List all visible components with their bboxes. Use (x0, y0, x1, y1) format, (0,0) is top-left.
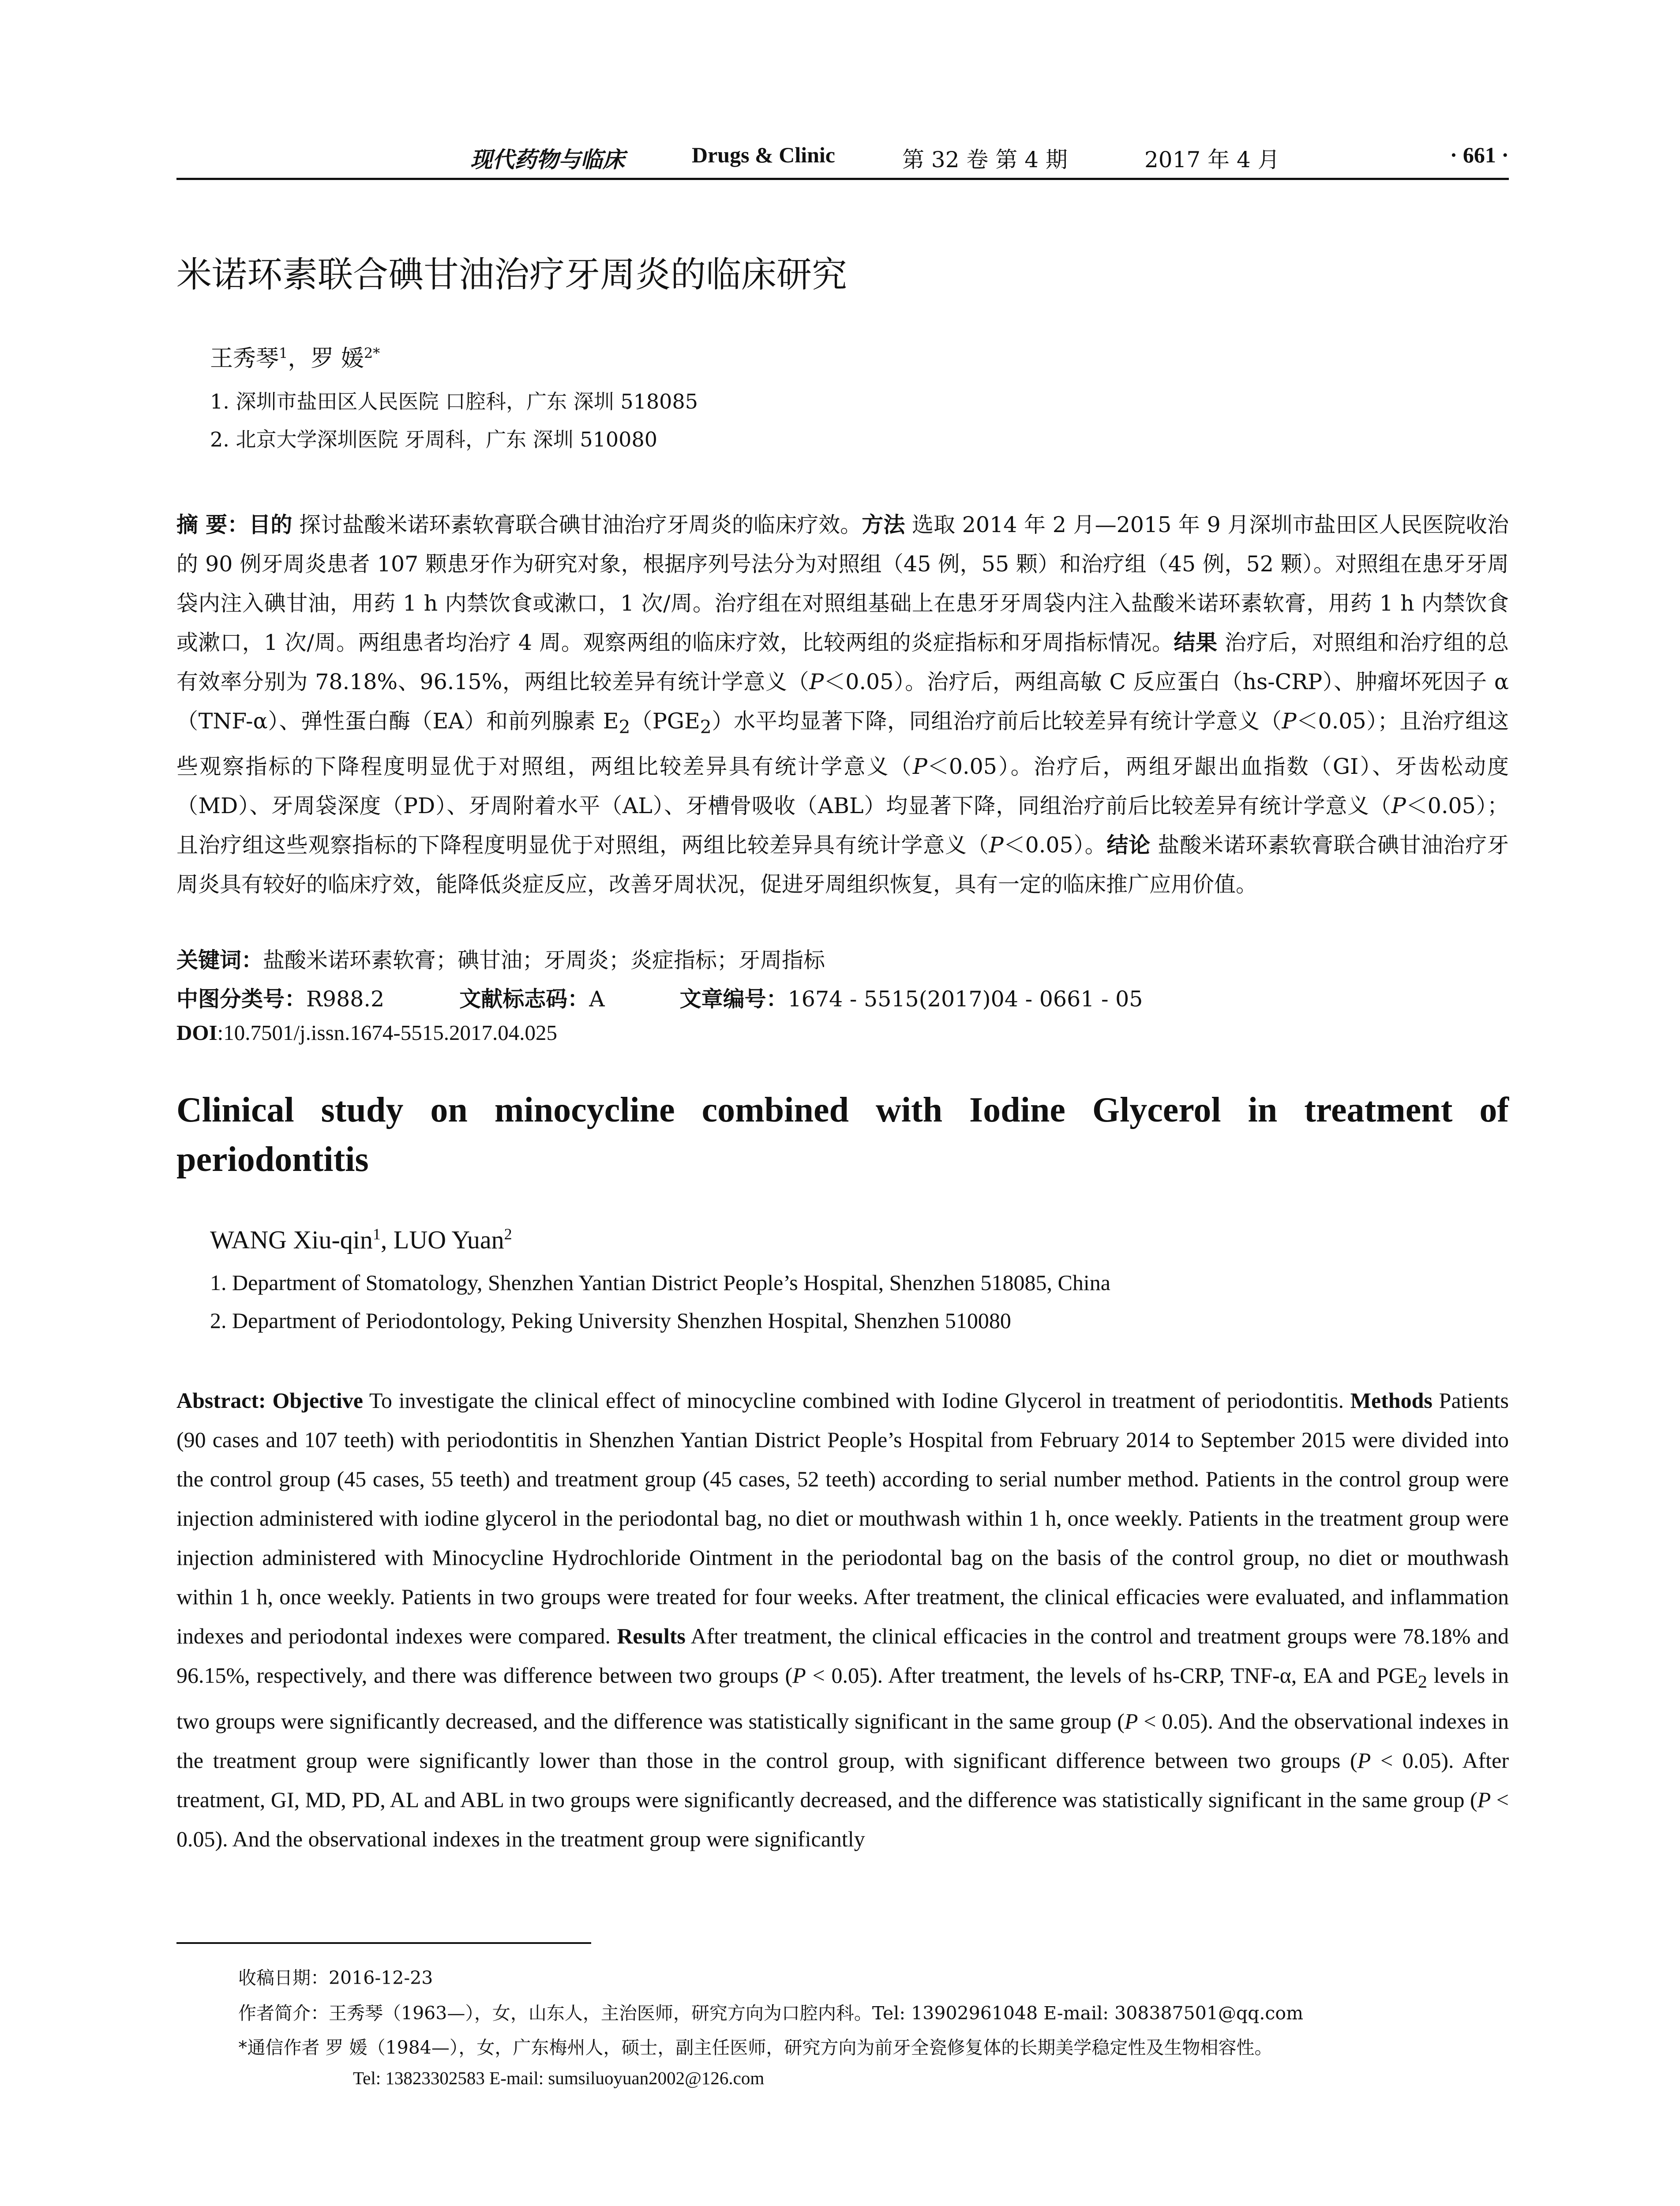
p-symbol: P (1124, 1709, 1138, 1733)
results-text-en: < 0.05). And the observational indexes in the treatment group were significantly (176, 1787, 1509, 1851)
doc-code-value: A (589, 987, 605, 1012)
author-bio (238, 1999, 1303, 2025)
keywords-line (176, 943, 825, 974)
results-text: 治疗后，对照组和治疗组的总有效率分别为 78.18%、96.15%，两组比较差异有统计学意义（ (176, 630, 1509, 694)
title-cn: 米诺环素联合碘甘油治疗牙周炎的临床研究 (176, 254, 847, 295)
corresponding-label: *通信作者 (238, 2037, 320, 2058)
conclusion-text: 盐酸米诺环素软膏联合碘甘油治疗牙周炎具有较好的临床疗效，能降低炎症反应，改善牙周状况，促进牙周组织恢复，具有一定的临床推广应用价值。 (176, 832, 1509, 897)
subscript: 2 (700, 716, 712, 738)
abstract-label: 摘 要： (176, 512, 249, 537)
author-1-name-en: WANG Xiu-qin (210, 1225, 373, 1254)
author-2-name: 罗 媛 (311, 345, 364, 372)
results-text: ＜0.05）。治疗后，两组高敏 C 反应蛋白（hs-CRP）、肿瘤坏死因子 α（TNF-α）、弹性蛋白酶（EA）和前列腺素 E (176, 669, 1509, 734)
p-symbol: P (792, 1663, 806, 1688)
p-symbol: P (1282, 709, 1297, 734)
results-text: ＜0.05）；且治疗组这些观察指标的下降程度明显优于对照组，两组比较差异具有统计学意义（ (176, 709, 1509, 779)
results-label-en: Results (617, 1624, 686, 1648)
subscript: 2 (1418, 1672, 1427, 1692)
author-1-name: 王秀琴 (210, 345, 279, 372)
author-bio-value: 王秀琴（1963—），女，山东人，主治医师，研究方向为口腔内科。Tel: 13902961048 E-mail: 308387501@qq.com (329, 2003, 1303, 2024)
article-number-label: 文章编号： (679, 987, 788, 1012)
footnote-rule (176, 1942, 591, 1944)
objective-text: 探讨盐酸米诺环素软膏联合碘甘油治疗牙周炎的临床疗效。 (292, 512, 862, 537)
abstract-en (176, 1381, 1509, 1859)
affiliation-cn-2: 2. 北京大学深圳医院 牙周科，广东 深圳 510080 (210, 428, 657, 451)
author-separator: ， (288, 345, 311, 372)
affiliation-en-2: 2. Department of Periodontology, Peking University Shenzhen Hospital, Shenzhen 510080 (210, 1308, 1011, 1333)
objective-text-en: To investigate the clinical effect of minocycline combined with Iodine Glycerol in treatment of periodontitis. (363, 1388, 1350, 1413)
results-text-en: levels in two groups were significantly decreased, and the difference was statistically significant in the same group ( (176, 1663, 1509, 1733)
results-text: ）水平均显著下降，同组治疗前后比较差异有统计学意义（ (711, 709, 1282, 734)
doi-line (176, 1020, 557, 1045)
results-text-en: < 0.05). After treatment, the levels of hs-CRP, TNF-α, EA and PGE (806, 1663, 1418, 1688)
corresponding-author (238, 2033, 1272, 2059)
methods-text: 选取 2014 年 2 月—2015 年 9 月深圳市盐田区人民医院收治的 90 例牙周炎患者 107 颗患牙作为研究对象，根据序列号法分为对照组（45 例，55 颗）和治疗组（45 例，52 颗）。对照组在患牙牙周袋内注入碘甘油，用药 1 h 内禁饮食或漱口，1 次/周。治疗组在对照组基础上在患牙牙周袋内注入盐酸米诺环素软膏，用药 1 h 内禁饮食或漱口，1 次/周。两组患者均治疗 4 周。观察两组的临床疗效，比较两组的炎症指标和牙周指标情况。 (176, 512, 1509, 655)
received-value: 2016-12-23 (329, 1967, 433, 1988)
author-1-sup-en: 1 (372, 1225, 381, 1243)
page-number: · 661 · (1450, 143, 1509, 167)
journal-name-en: Drugs & Clinic (692, 143, 835, 167)
title-en: Clinical study on minocycline combined with Iodine Glycerol in treatment of periodontitis (176, 1091, 1509, 1179)
classification-line (176, 982, 1143, 1013)
journal-name-cn: 现代药物与临床 (470, 146, 625, 173)
results-label: 结果 (1174, 630, 1218, 655)
doi-label: DOI (176, 1020, 218, 1045)
abstract-objective-label-en: Abstract: Objective (176, 1388, 363, 1413)
received-label: 收稿日期： (238, 1967, 329, 1988)
results-text: （PGE (630, 709, 700, 734)
subscript: 2 (619, 716, 630, 738)
results-text-en: After treatment, the clinical efficacies in the control and treatment groups were 78.18% and 96.15%, respectively, and there was difference between two groups ( (176, 1624, 1509, 1688)
p-symbol: P (989, 832, 1004, 858)
results-text-en: < 0.05). After treatment, GI, MD, PD, AL and ABL in two groups were significantly decreased, and the difference was statistically significant in the same group ( (176, 1748, 1509, 1812)
doi-value: :10.7501/j.issn.1674-5515.2017.04.025 (217, 1020, 557, 1045)
issue-date: 2017 年 4 月 (1144, 147, 1280, 173)
author-2-sup: 2* (364, 345, 380, 362)
keywords-value: 盐酸米诺环素软膏；碘甘油；牙周炎；炎症指标；牙周指标 (263, 948, 825, 973)
corresponding-value: 罗 媛（1984—），女，广东梅州人，硕士，副主任医师，研究方向为前牙全瓷修复体的长期美学稳定性及生物相容性。 (319, 2037, 1273, 2058)
p-symbol: P (809, 669, 824, 694)
author-separator-en: , (380, 1225, 394, 1254)
author-2-name-en: LUO Yuan (393, 1225, 504, 1254)
running-header (176, 142, 1509, 173)
received-date (238, 1963, 433, 1989)
corresponding-contact: Tel: 13823302583 E-mail: sumsiluoyuan2002@126.com (353, 2068, 765, 2088)
p-symbol: P (1357, 1748, 1371, 1773)
methods-label: 方法 (862, 512, 905, 537)
clc-label: 中图分类号： (176, 987, 307, 1012)
authors-cn (210, 340, 380, 373)
affiliation-en-1: 1. Department of Stomatology, Shenzhen Yantian District People’s Hospital, Shenzhen 518085, China (210, 1270, 1110, 1295)
affiliation-cn-1: 1. 深圳市盐田区人民医院 口腔科，广东 深圳 518085 (210, 390, 698, 413)
p-symbol: P (1477, 1787, 1491, 1812)
methods-text-en: Patients (90 cases and 107 teeth) with periodontitis in Shenzhen Yantian District People’s Hospital from February 2014 to September 2015 were divided into the control group (45 cases, 55 teeth) and treatment group (45 cases, 52 teeth) according to serial number method. Patients in the control group were injection administered with iodine glycerol in the periodontal bag, no diet or mouthwash within 1 h, once weekly. Patients in the treatment group were injection administered with Minocycline Hydrochloride Ointment in the periodontal bag on the basis of the control group, no diet or mouthwash within 1 h, once weekly. Patients in two groups were treated for four weeks. After treatment, the clinical efficacies were evaluated, and inflammation indexes and periodontal indexes were compared. (176, 1388, 1509, 1648)
volume-issue: 第 32 卷 第 4 期 (902, 147, 1068, 173)
p-symbol: P (1391, 793, 1406, 818)
results-text: ＜0.05）。 (1003, 832, 1107, 858)
doc-code-label: 文献标志码： (459, 987, 589, 1012)
author-bio-label: 作者简介： (238, 2003, 329, 2024)
methods-label-en: Methods (1350, 1388, 1432, 1413)
results-text: ＜0.05）；且治疗组这些观察指标的下降程度明显优于对照组，两组比较差异具有统计学意义（ (176, 793, 1509, 858)
author-1-sup: 1 (279, 345, 288, 362)
results-text: ＜0.05）。治疗后，两组牙龈出血指数（GI）、牙齿松动度（MD）、牙周袋深度（PD）、牙周附着水平（AL）、牙槽骨吸收（ABL）均显著下降，同组治疗前后比较差异有统计学意义（ (176, 754, 1509, 818)
keywords-label: 关键词： (176, 948, 263, 973)
authors-en (210, 1225, 512, 1254)
objective-label: 目的 (249, 512, 292, 537)
abstract-cn (176, 505, 1509, 904)
results-text-en: < 0.05). And the observational indexes in the treatment group were significantly lower than those in the control group, with significant difference between two groups ( (176, 1709, 1509, 1773)
header-rule (176, 178, 1509, 180)
clc-value: R988.2 (306, 987, 385, 1012)
author-2-sup-en: 2 (504, 1225, 512, 1243)
p-symbol: P (912, 754, 927, 779)
article-number-value: 1674 - 5515(2017)04 - 0661 - 05 (788, 987, 1143, 1012)
conclusion-label: 结论 (1106, 832, 1151, 858)
